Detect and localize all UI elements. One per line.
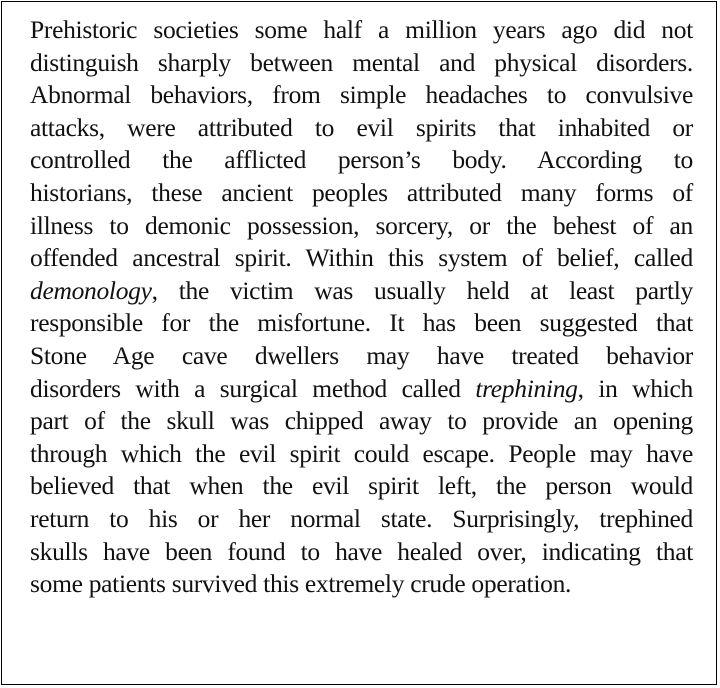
text-segment: Prehistoric societies some half a million years ago did not xyxy=(30,15,693,44)
text-segment: offended ancestral spirit. Within this system of belief, called xyxy=(30,243,693,273)
text-segment: Abnormal behaviors, from simple headaches to convulsive xyxy=(30,80,693,110)
text-segment: controlled the afflicted person’s body. According to xyxy=(30,145,693,175)
text-line xyxy=(30,112,693,145)
italic-term: trephining xyxy=(475,373,578,403)
text-line xyxy=(30,438,693,471)
text-segment: , in which xyxy=(577,373,694,403)
text-segment: historians, these ancient peoples attributed many forms of xyxy=(30,177,693,207)
text-line xyxy=(30,144,693,177)
text-segment: Stone Age cave dwellers may have treated behavior xyxy=(30,340,693,370)
text-line xyxy=(30,470,693,503)
text-line xyxy=(30,275,693,308)
text-line xyxy=(30,47,693,80)
text-segment: return to his or her normal state. Surprisingly, trephined xyxy=(30,503,693,533)
text-line xyxy=(30,536,693,569)
text-line xyxy=(30,242,693,275)
text-segment: attacks, were attributed to evil spirits that inhabited or xyxy=(30,112,693,142)
text-line xyxy=(30,79,693,112)
text-line xyxy=(30,177,693,210)
text-segment: through which the evil spirit could escape. People may have xyxy=(30,438,693,468)
text-line xyxy=(30,568,693,601)
text-segment: skulls have been found to have healed over, indicating that xyxy=(30,536,693,566)
text-line xyxy=(30,340,693,373)
italic-term: demonology xyxy=(30,275,152,305)
text-segment: distinguish sharply between mental and physical disorders. xyxy=(30,47,693,77)
text-line xyxy=(30,307,693,340)
text-segment: illness to demonic possession, sorcery, or the behest of an xyxy=(30,210,693,240)
text-segment: disorders with a surgical method called xyxy=(30,373,476,403)
passage-box xyxy=(1,1,717,685)
text-segment: , the victim was usually held at least partly xyxy=(151,275,693,305)
text-line xyxy=(30,405,693,438)
text-segment: part of the skull was chipped away to provide an opening xyxy=(30,406,693,436)
text-line xyxy=(30,210,693,243)
text-line xyxy=(30,503,693,536)
text-line xyxy=(30,373,693,406)
text-segment: responsible for the misfortune. It has been suggested that xyxy=(30,308,693,338)
text-line xyxy=(30,14,693,47)
passage-paragraph xyxy=(30,14,693,601)
text-segment: some patients survived this extremely crude operation. xyxy=(30,569,572,599)
text-segment: believed that when the evil spirit left, the person would xyxy=(30,471,693,501)
